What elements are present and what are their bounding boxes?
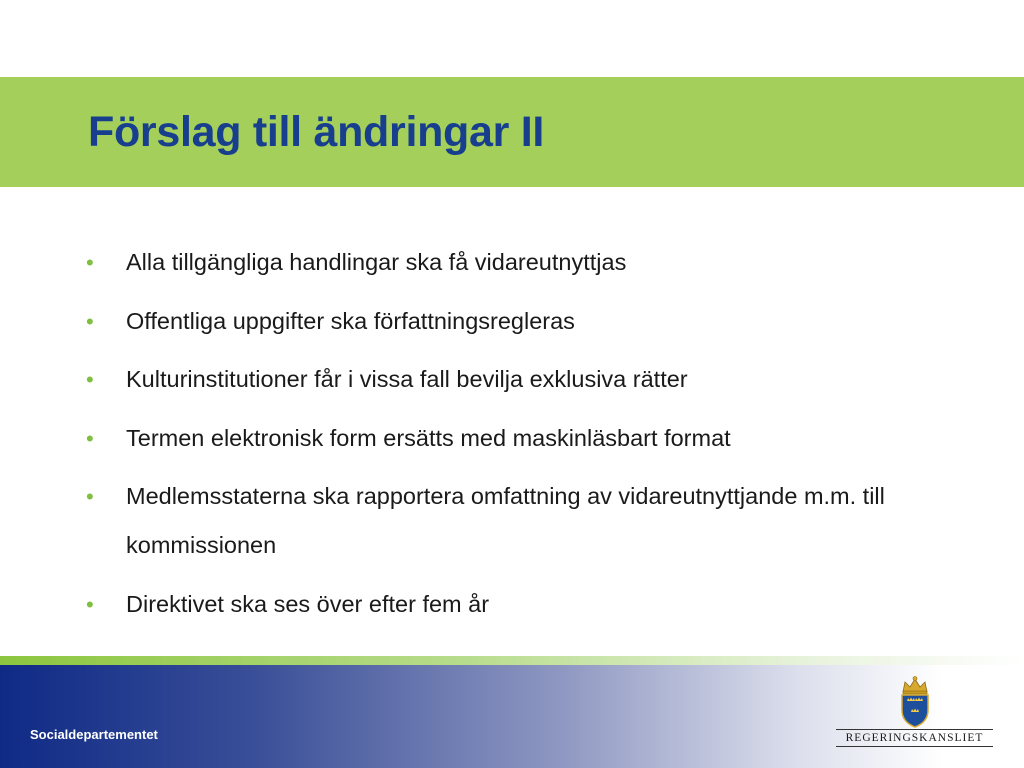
bullet-icon: • <box>86 591 94 617</box>
bullet-item <box>86 355 966 404</box>
bullet-text: Kulturinstitutioner får i vissa fall bevilja exklusiva rätter <box>126 366 688 392</box>
bullet-text: Alla tillgängliga handlingar ska få vidareutnyttjas <box>126 249 627 275</box>
bullet-icon: • <box>86 425 94 451</box>
bullet-item <box>86 472 966 570</box>
bullet-item <box>86 580 966 629</box>
bullet-text: Direktivet ska ses över efter fem år <box>126 590 490 617</box>
bullet-icon: • <box>86 250 94 275</box>
bullet-text: Offentliga uppgifter ska författningsregleras <box>126 307 575 334</box>
slide-title: Förslag till ändringar II <box>88 108 545 156</box>
logo-text: REGERINGSKANSLIET <box>836 729 993 747</box>
bullet-text: Medlemsstaterna ska rapportera omfattning av vidareutnyttjande m.m. till kommissionen <box>126 483 885 558</box>
bullet-item <box>86 297 966 346</box>
bullet-item <box>86 238 966 287</box>
department-label: Socialdepartementet <box>30 727 158 742</box>
bullet-list <box>86 238 966 638</box>
regeringskansliet-logo <box>836 676 996 750</box>
three-crowns-shield-icon <box>897 676 933 728</box>
bullet-icon: • <box>86 367 94 392</box>
bullet-text: Termen elektronisk form ersätts med maskinläsbart format <box>126 424 731 451</box>
bullet-icon: • <box>86 484 94 509</box>
bullet-item <box>86 414 966 463</box>
footer-accent-strip <box>0 656 1024 665</box>
bullet-icon: • <box>86 308 94 334</box>
